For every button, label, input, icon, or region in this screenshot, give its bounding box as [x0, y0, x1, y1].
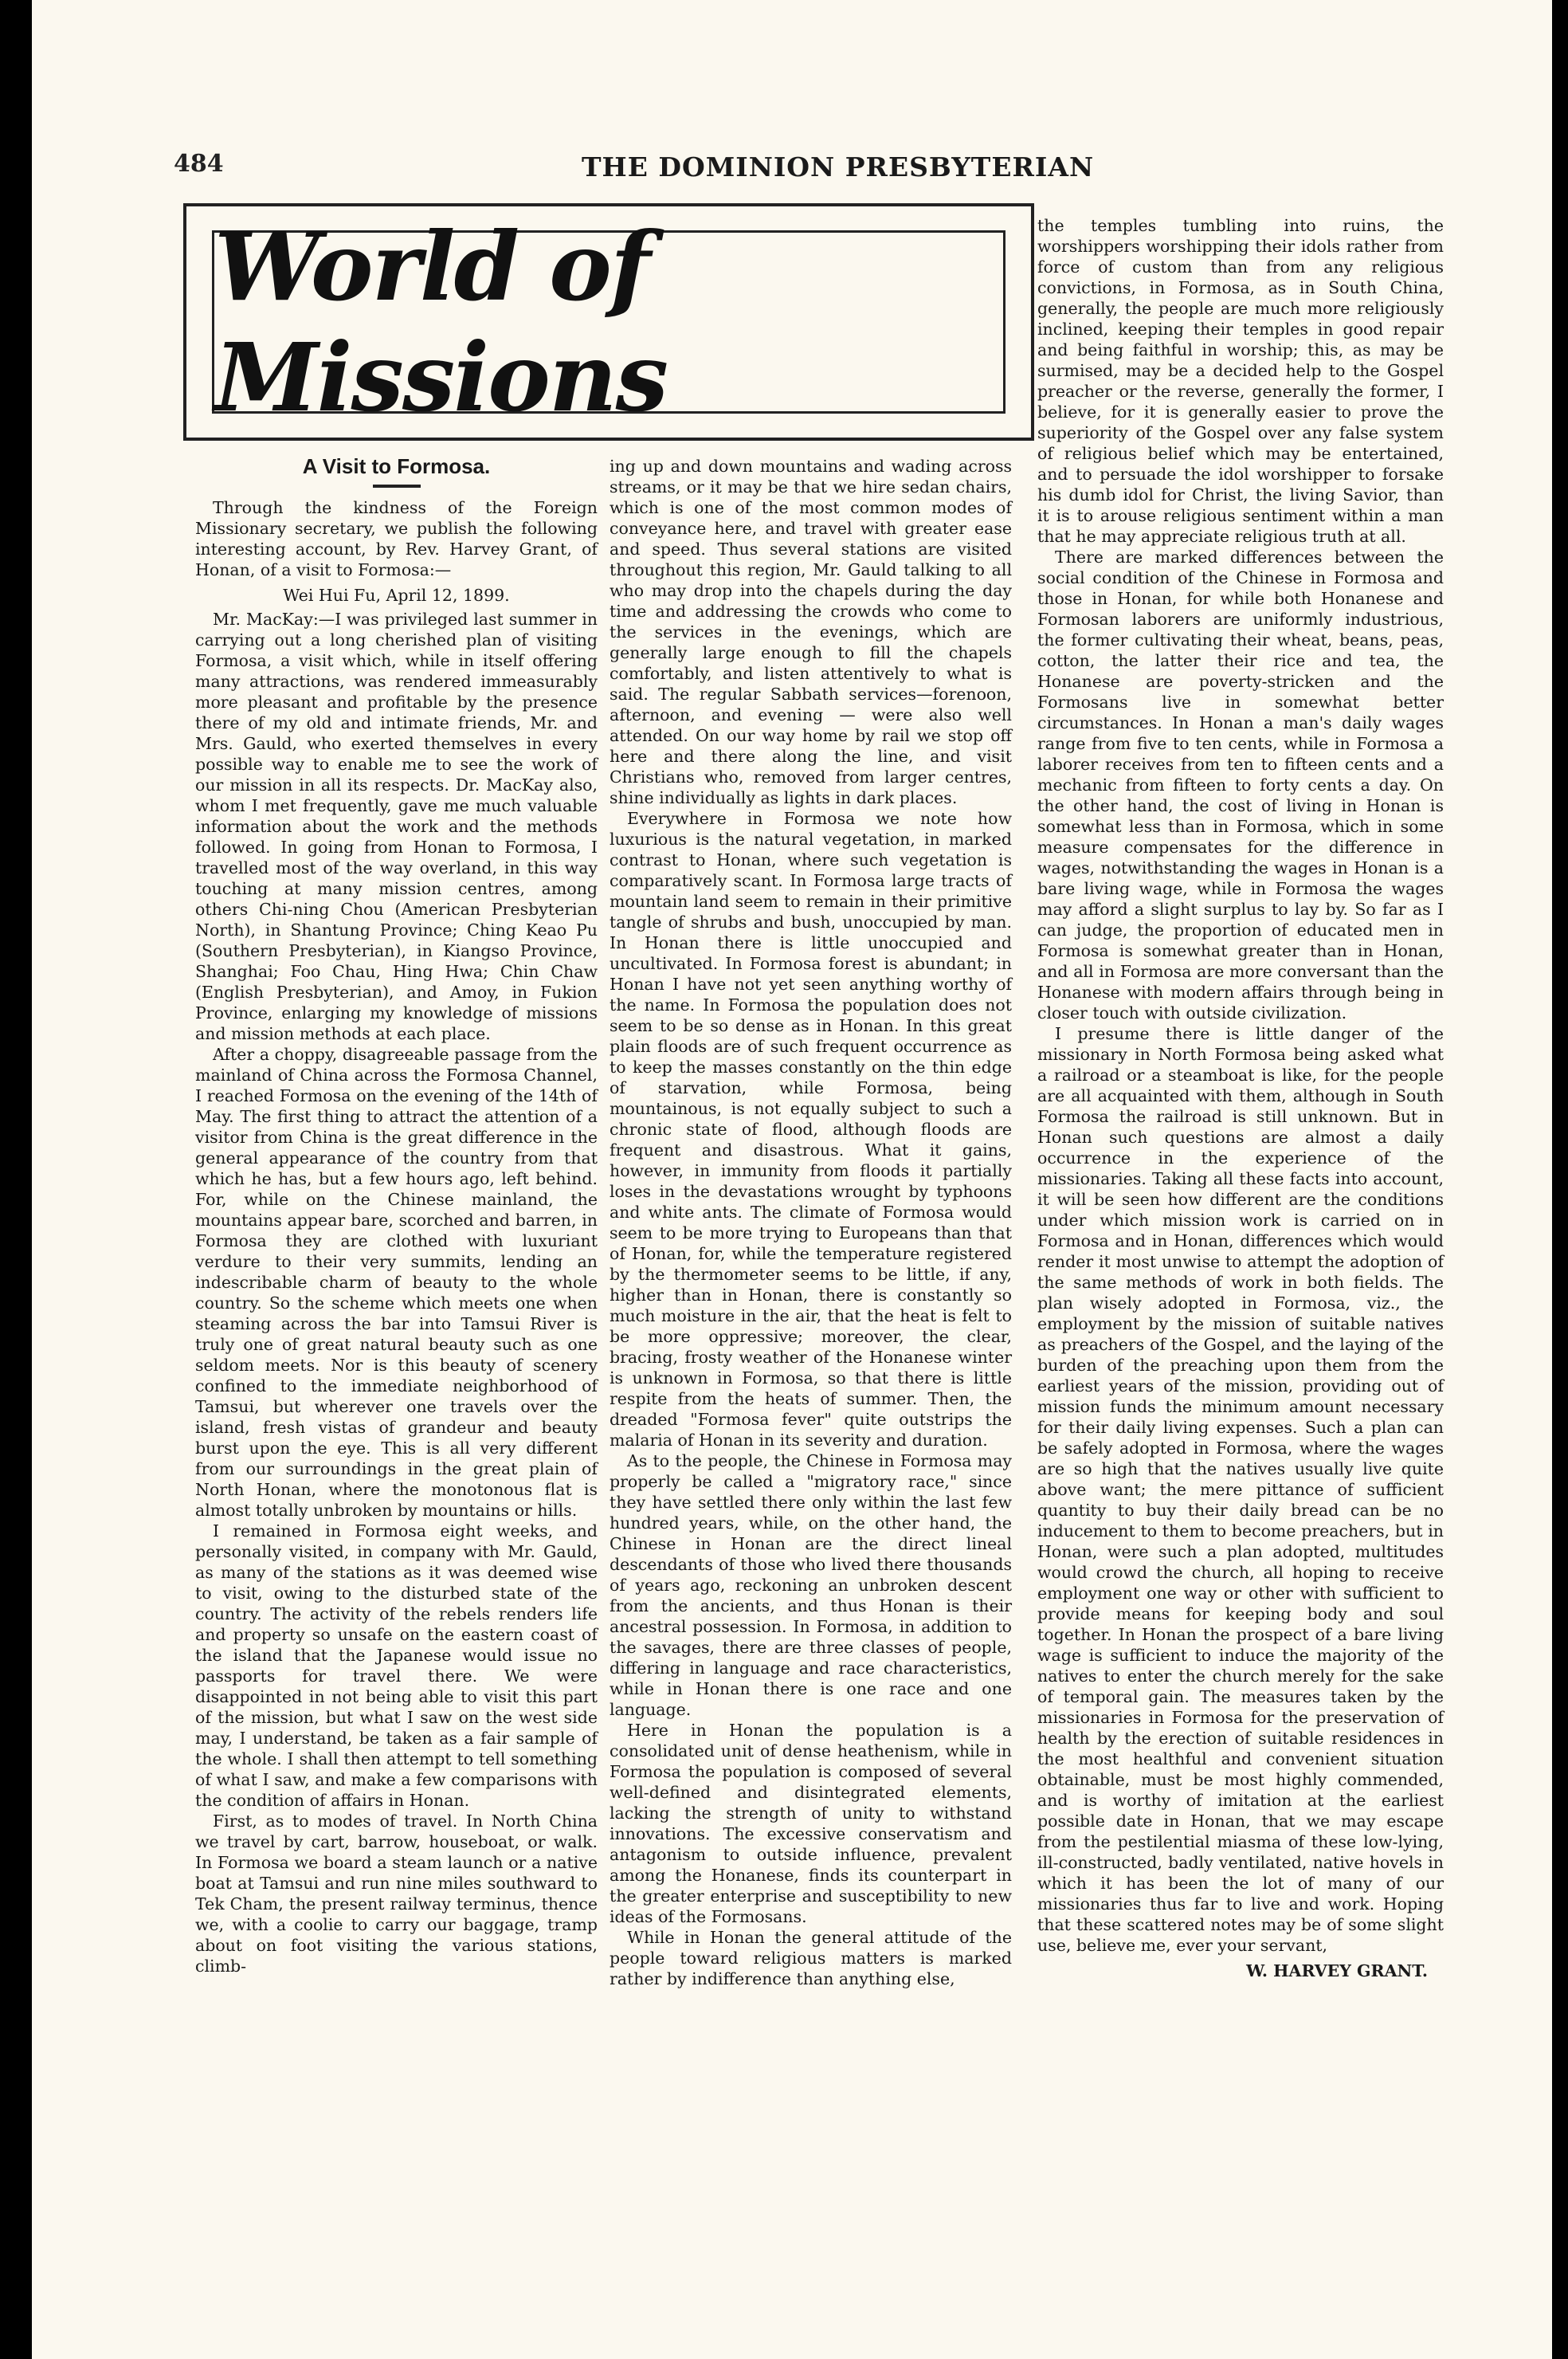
newspaper-page: [32, 0, 1552, 2359]
running-head: THE DOMINION PRESBYTERIAN: [582, 151, 1095, 183]
paragraph: There are marked differences between the social condition of the Chinese in Formosa and those in Honan, for while both Honanese and Formosan laborers are uniformly industrious, the former cultivating their wheat, beans, peas, cotton, the latter their rice and tea, the Honanese are poverty-stricken and the Formosans live in somewhat better circumstances. In Honan a man's daily wages range from five to ten cents, while in Formosa a laborer receives from ten to fifteen cents and a mechanic from fifteen to forty cents a day. On the other hand, the cost of living in Honan is somewhat less than in Formosa, which in some measure compensates for the difference in wages, notwithstanding the wages in Honan is a bare living wage, while in Formosa the wages may afford a slight surplus to lay by. So far as I can judge, the proportion of educated men in Formosa is somewhat greater than in Honan, and all in Formosa are more conversant than the Honanese with modern affairs through being in closer touch with outside civilization.: [1037, 548, 1444, 1022]
column-3: [1037, 215, 1444, 1981]
column-2: [610, 456, 1012, 1989]
signature: W. HARVEY GRANT.: [1246, 1961, 1428, 1980]
paragraph: While in Honan the general attitude of the people toward religious matters is marked rather by indifference than anything else,: [610, 1928, 1012, 1988]
page-number: 484: [174, 150, 224, 178]
section-banner-inner-frame: [212, 211, 1005, 433]
paragraph: I presume there is little danger of the missionary in North Formosa being asked what a railroad or a steamboat is like, for the people are all acquainted with them, although in South Formosa the railroad is still unknown. But in Honan such questions are almost a daily occurrence in the experience of the missionaries. Taking all these facts into account, it will be seen how different are the conditions under which mission work is carried on in Formosa and in Honan, differences which would render it most unwise to attempt the adoption of the same methods of work in both fields. The plan wisely adopted in Formosa, viz., the employment by the mission of suitable natives as preachers of the Gospel, and the laying of the burden of the preaching upon them from the earliest years of the mission, providing out of mission funds the minimum amount necessary for their daily living expenses. Such a plan can be safely adopted in Formosa, where the wages are so high that the natives usually live quite above want; the mere pittance of sufficient quantity to buy their daily bread can be no inducement to them to become preachers, but in Honan, were such a plan adopted, multitudes would crowd the church, all hoping to receive employment one way or other with sufficient to provide means for keeping body and soul together. In Honan the prospect of a bare living wage is sufficient to induce the majority of the natives to enter the church merely for the sake of temporal gain. The measures taken by the missionaries in Formosa for the preservation of health by the erection of suitable residences in the most healthful and convenient situation obtainable, must be most highly commended, and is worthy of imitation at the earliest possible date in Honan, that we may escape from the pestilential miasma of these low-lying, ill-constructed, badly ventilated, native hovels in which it has been the lot of many of our missionaries thus far to live and work. Hoping that these scattered notes may be of some slight use, believe me, ever your servant,: [1037, 1024, 1444, 1955]
paragraph: I remained in Formosa eight weeks, and personally visited, in company with Mr. Gauld, as many of the stations as it was deemed wise to visit, owing to the disturbed state of the country. The activity of the rebels renders life and property so unsafe on the eastern coast of the island that the Japanese would issue no passports for travel there. We were disappointed in not being able to visit this part of the mission, but what I saw on the west side may, I understand, be taken as a fair sample of the whole. I shall then attempt to tell something of what I saw, and make a few comparisons with the condition of affairs in Honan.: [195, 1521, 598, 1810]
dateline: Wei Hui Fu, April 12, 1899.: [283, 586, 510, 605]
paragraph: Mr. MacKay:—I was privileged last summer in carrying out a long cherished plan of visiting Formosa, a visit which, while in itself offering many attractions, was rendered immeasurably more pleasant and profitable by the presence there of my old and intimate friends, Mr. and Mrs. Gauld, who exerted themselves in every possible way to enable me to see the work of our mission in all its respects. Dr. MacKay also, whom I met frequently, gave me much valuable information about the work and the methods followed. In going from Honan to Formosa, I travelled most of the way overland, in this way touching at many mission centres, among others Chi-ning Chou (American Presbyterian North), in Shantung Province; Ching Keao Pu (Southern Presbyterian), in Kiangso Province, Shanghai; Foo Chau, Hing Hwa; Chin Chaw (English Presbyterian), and Amoy, in Fukion Province, enlarging my knowledge of missions and mission methods at each place.: [195, 610, 598, 1043]
paragraph: After a choppy, disagreeable passage from the mainland of China across the Formosa Channel, I reached Formosa on the evening of the 14th of May. The first thing to attract the attention of a visitor from China is the great difference in the general appearance of the country from that which he has, but a few hours ago, left behind. For, while on the Chinese mainland, the mountains appear bare, scorched and barren, in Formosa they are clothed with luxuriant verdure to their very summits, lending an indescribable charm of beauty to the whole country. So the scheme which meets one when steaming across the bar into Tamsui River is truly one of great natural beauty such as one seldom meets. Nor is this beauty of scenery confined to the immediate neighborhood of Tamsui, but wherever one travels over the island, fresh vistas of grandeur and beauty burst upon the eye. This is all very different from our surroundings in the great plain of North Honan, where the monotonous flat is almost totally unbroken by mountains or hills.: [195, 1045, 598, 1520]
section-banner: [183, 203, 1034, 441]
paragraph: Everywhere in Formosa we note how luxurious is the natural vegetation, in marked contrast to Honan, where such vegetation is comparatively scant. In Formosa large tracts of mountain land seem to remain in their primitive tangle of shrubs and bush, unoccupied by man. In Honan there is little unoccupied and uncultivated. In Formosa forest is abundant; in Honan I have not yet seen anything worthy of the name. In Formosa the population does not seem to be so dense as in Honan. In this great plain floods are of such frequent occurrence as to keep the masses constantly on the thin edge of starvation, while Formosa, being mountainous, is not equally subject to such a chronic state of flood, although floods are frequent and disastrous. What it gains, however, in immunity from floods it partially loses in the devastations wrought by typhoons and white ants. The climate of Formosa would seem to be more trying to Europeans than that of Honan, for, while the temperature registered by the thermometer seems to be little, if any, higher than in Honan, there is constantly so much moisture in the air, that the heat is felt to be more oppressive; moreover, the clear, bracing, frosty weather of the Honanese winter is unknown in Formosa, so that there is little respite from the heats of summer. Then, the dreaded "Formosa fever" quite outstrips the malaria of Honan in its severity and duration.: [610, 809, 1012, 1450]
article-heading: A Visit to Formosa.: [302, 454, 491, 478]
paragraph: Here in Honan the population is a consolidated unit of dense heathenism, while in Formosa the population is composed of several well-defined and disintegrated elements, lacking the strength of unity to withstand innovations. The excessive conservatism and antagonism to outside influence, prevalent among the Honanese, finds its counterpart in the greater enterprise and susceptibility to new ideas of the Formosans.: [610, 1721, 1012, 1926]
section-title: World of Missions: [214, 211, 668, 433]
paragraph: First, as to modes of travel. In North China we travel by cart, barrow, houseboat, or walk. In Formosa we board a steam launch or a native boat at Tamsui and run nine miles southward to Tek Cham, the present railway terminus, thence we, with a coolie to carry our baggage, tramp about on foot visiting the various stations, climb-: [195, 1811, 598, 1976]
column-1: [195, 456, 598, 1976]
heading-rule: [373, 485, 421, 488]
paragraph: ing up and down mountains and wading across streams, or it may be that we hire sedan chairs, which is one of the most common modes of conveyance here, and travel with greater ease and speed. Thus several stations are visited throughout this region, Mr. Gauld talking to all who may drop into the chapels during the day time and addressing the crowds who come to the services in the evenings, which are generally large enough to fill the chapels comfortably, and listen attentively to what is said. The regular Sabbath services—forenoon, afternoon, and evening — were also well attended. On our way home by rail we stop off here and there along the line, and visit Christians who, removed from larger centres, shine individually as lights in dark places.: [610, 457, 1012, 807]
article-intro: Through the kindness of the Foreign Missionary secretary, we publish the following interesting account, by Rev. Harvey Grant, of Honan, of a visit to Formosa:—: [195, 498, 598, 579]
paragraph: the temples tumbling into ruins, the worshippers worshipping their idols rather from force of custom than from any religious convictions, in Formosa, as in South China, generally, the people are much more religiously inclined, keeping their temples in good repair and being faithful in worship; this, as may be surmised, may be a decided help to the Gospel preacher or the reverse, generally the former, I believe, for it is generally easier to prove the superiority of the Gospel over any false system of religious belief which may be entertained, and to persuade the idol worshipper to forsake his dumb idol for Christ, the living Savior, than it is to arouse religious sentiment within a man that he may appreciate religious truth at all.: [1037, 216, 1444, 546]
paragraph: As to the people, the Chinese in Formosa may properly be called a "migratory race," since they have settled there only within the last few hundred years, while, on the other hand, the Chinese in Honan are the direct lineal descendants of those who lived there thousands of years ago, reckoning an unbroken descent from the ancients, and thus Honan is their ancestral possession. In Formosa, in addition to the savages, there are three classes of people, differing in language and race characteristics, while in Honan there is one race and one language.: [610, 1451, 1012, 1719]
